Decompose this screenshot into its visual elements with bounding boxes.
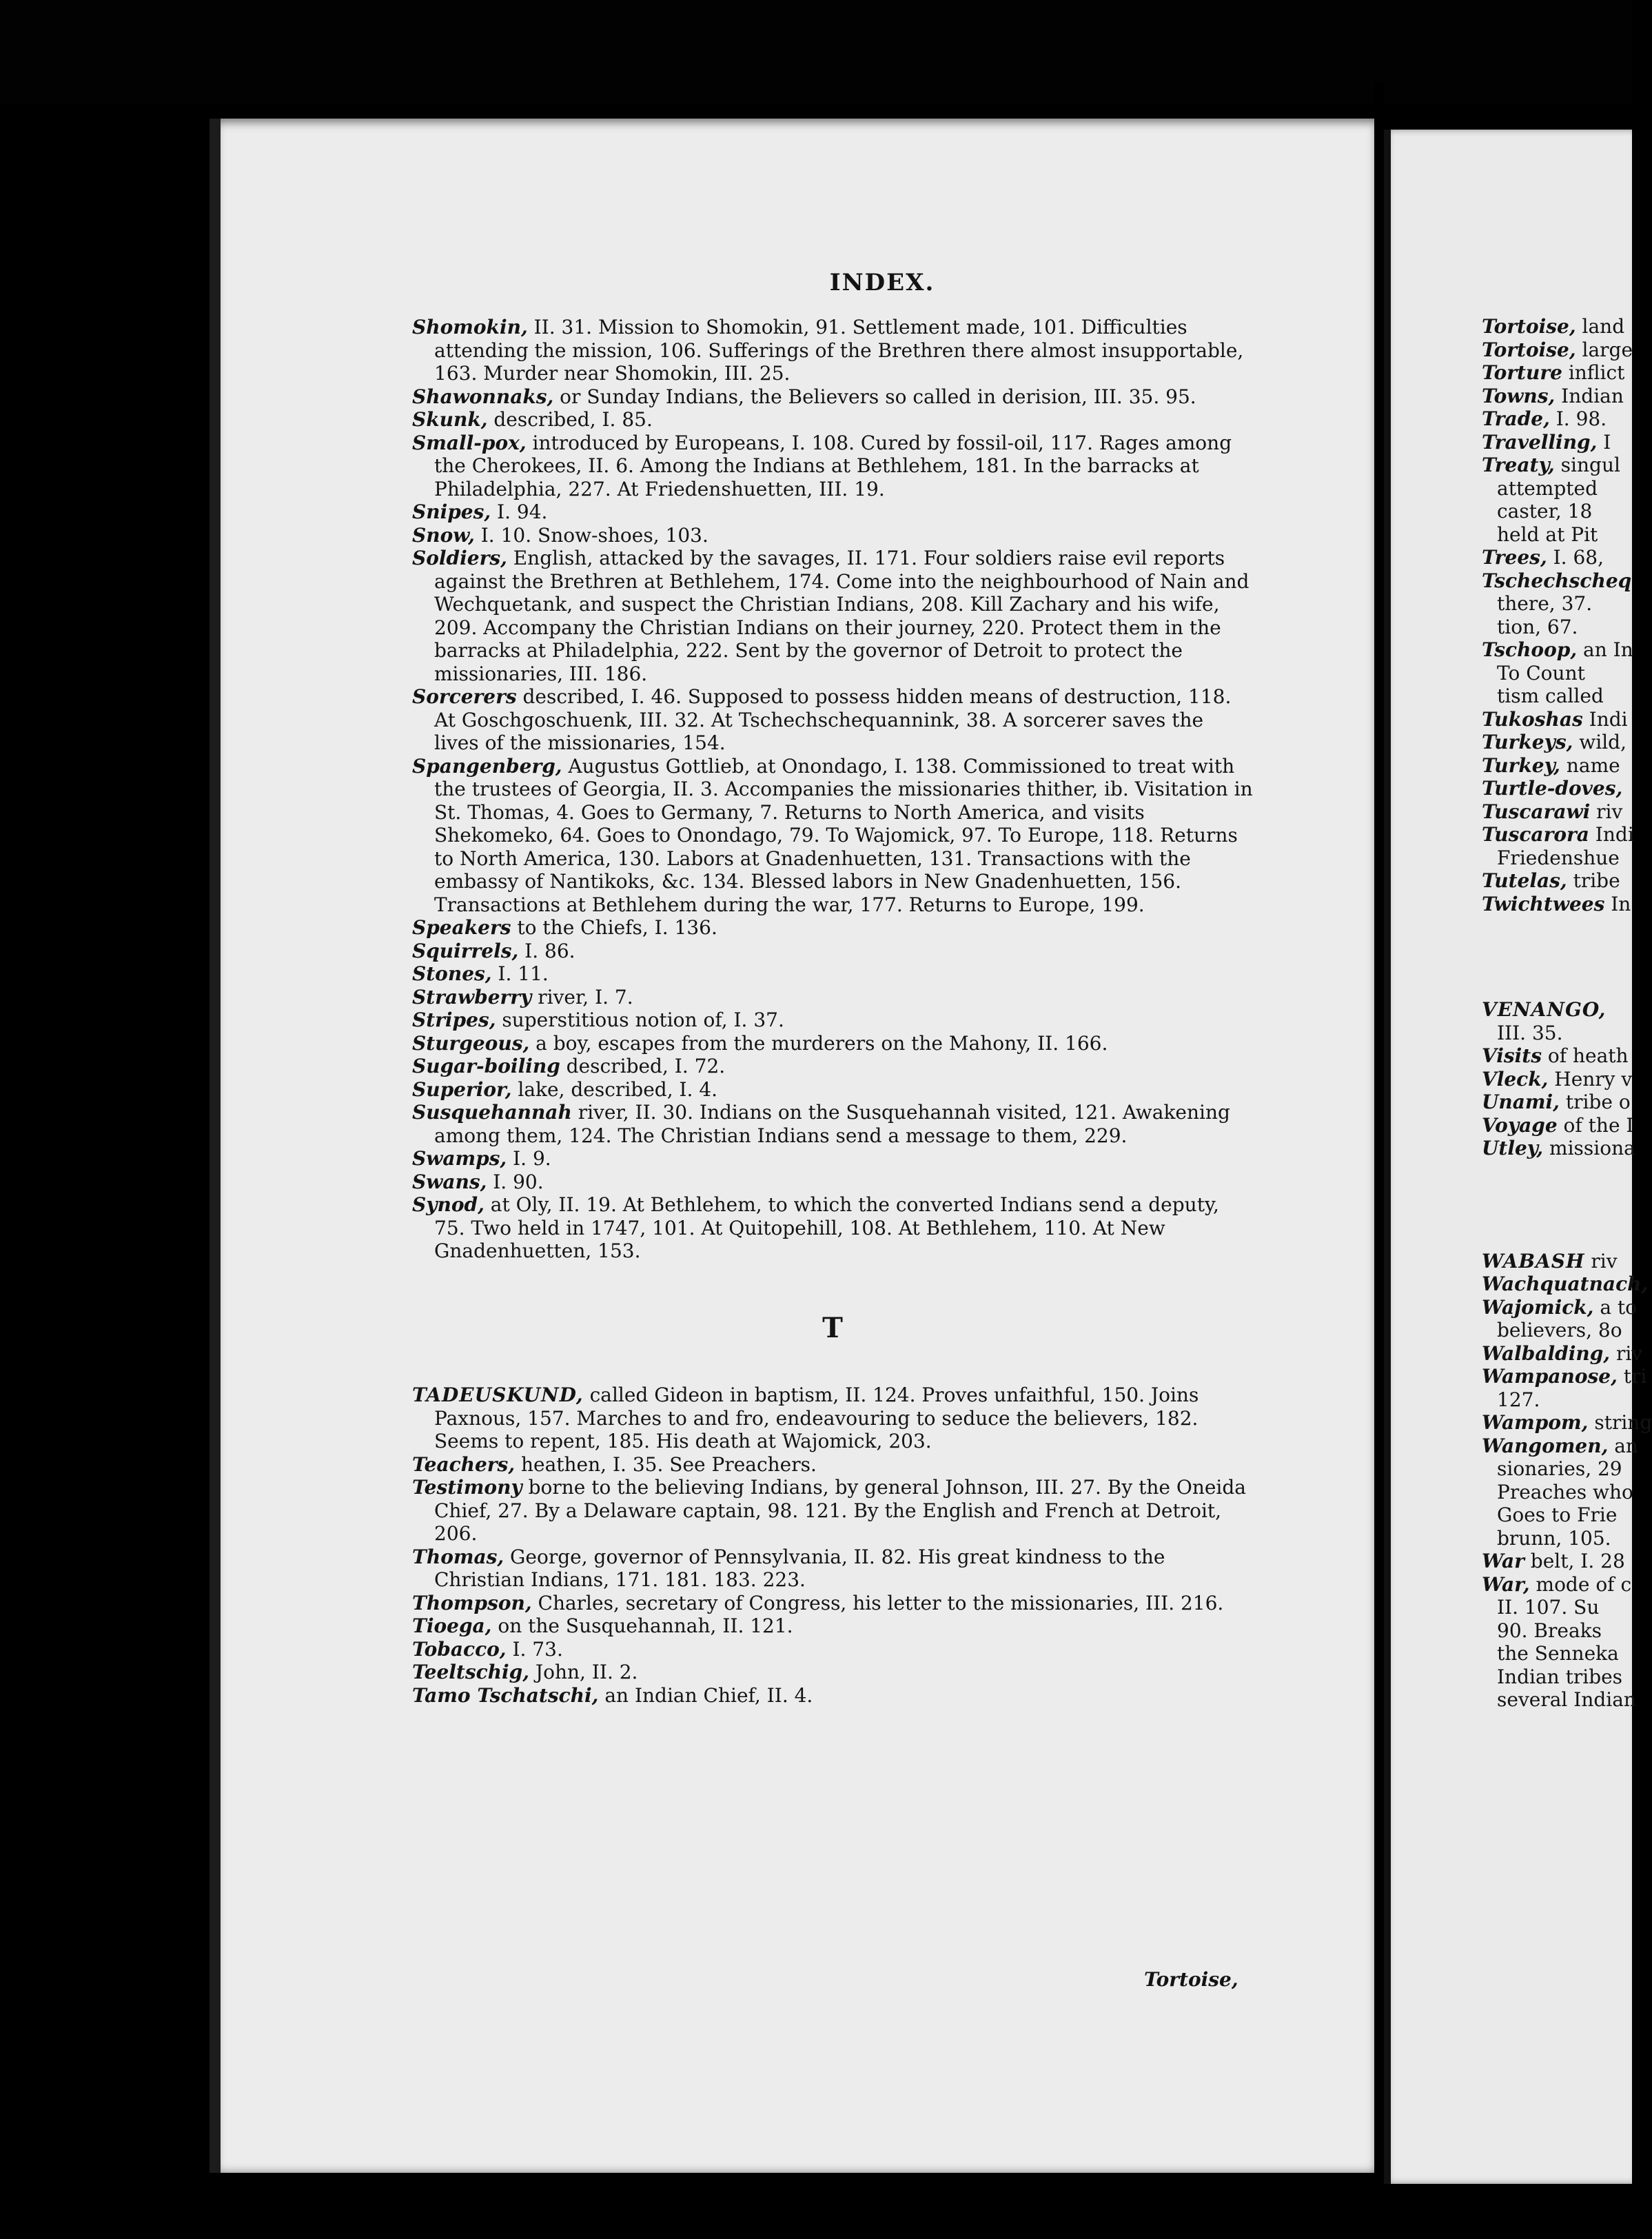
entry-text: several Indian	[1497, 1688, 1636, 1711]
entry-text: borne to the believing Indians, by general Johnson, III. 27. By the Oneida Chief, 27. By a Delaware captain, 98. 121. By the English and French at Detroit, 206.	[434, 1476, 1246, 1545]
entry-text: Charles, secretary of Congress, his letter to the missionaries, III. 216.	[531, 1591, 1224, 1614]
entry-headword: Unami,	[1482, 1091, 1560, 1113]
index-line	[1482, 1114, 1633, 1137]
index-entry	[412, 1193, 1253, 1263]
entry-headword: Skunk,	[412, 408, 488, 431]
page-header: INDEX.	[829, 269, 935, 296]
entry-headword: Wachquatnach,	[1482, 1273, 1649, 1295]
index-line	[1482, 1503, 1633, 1527]
index-line	[1482, 1481, 1633, 1504]
entry-text: name	[1560, 753, 1620, 777]
entry-text: English, attacked by the savages, II. 171. Four soldiers raise evil reports against the Brethren at Bethlehem, 174. Come into the neighbourhood of Nain and Wechquetank, and suspect the Christian Indians, 208. Kill Zachary and his wife, 209. Accompany the Christian Indians on their journey, 220. Protect them in the barracks at Philadelphia, 222. Sent by the governor of Detroit to protect the missionaries, III. 186.	[434, 547, 1250, 685]
entry-headword: WABASH	[1482, 1249, 1585, 1273]
entry-text: I. 94.	[491, 500, 548, 523]
index-entry	[412, 408, 1253, 432]
index-line	[1482, 1388, 1633, 1412]
index-entry	[412, 1009, 1253, 1032]
entry-headword: Treaty,	[1482, 454, 1555, 476]
entry-headword: Tutelas,	[1482, 869, 1567, 892]
index-entry	[412, 685, 1253, 755]
entry-text: at Oly, II. 19. At Bethlehem, to which the converted Indians send a deputy, 75. Two held in 1747, 101. At Quitopehill, 108. At Bethlehem, 110. At New Gnadenhuetten, 153.	[434, 1193, 1219, 1262]
entry-headword: Superior,	[412, 1077, 512, 1101]
entry-headword: Wangomen,	[1482, 1434, 1609, 1457]
entry-text: tri	[1617, 1365, 1647, 1388]
index-line	[1482, 1596, 1633, 1619]
index-line	[1482, 315, 1633, 338]
entry-text: wild,	[1573, 731, 1626, 753]
index-line	[1482, 361, 1633, 385]
entry-headword: Wampom,	[1482, 1411, 1589, 1434]
entry-headword: Spangenberg,	[412, 754, 562, 778]
entry-text: described, I. 46. Supposed to possess hidden means of destruction, 118. At Goschgoschuenk, III. 32. At Tschechschequannink, 38. A sorcerer saves the lives of the missionaries, 154.	[434, 685, 1232, 754]
index-entry	[412, 1546, 1253, 1592]
entry-text: tion, 67.	[1497, 615, 1578, 638]
entry-headword: Turkeys,	[1482, 731, 1573, 753]
entry-headword: Tobacco,	[412, 1637, 507, 1661]
index-section-t	[412, 1384, 1253, 1707]
entry-text: sionaries, 29	[1497, 1457, 1622, 1480]
entry-text: Indian	[1555, 384, 1624, 407]
entry-text: mode of c	[1529, 1572, 1632, 1596]
entry-headword: Trade,	[1482, 407, 1550, 430]
entry-text: missiona	[1543, 1137, 1635, 1159]
index-entry	[412, 1592, 1253, 1615]
index-line	[1482, 823, 1633, 847]
entry-text: string	[1588, 1411, 1652, 1434]
entry-headword: Thompson,	[412, 1591, 532, 1614]
entry-headword: Testimony	[412, 1476, 522, 1499]
index-entry	[412, 1476, 1253, 1546]
entry-headword: Teeltschig,	[412, 1661, 529, 1683]
entry-text: George, governor of Pennsylvania, II. 82. His great kindness to the Christian Indians, 171. 181. 183. 223.	[434, 1545, 1165, 1591]
entry-headword: VENANGO,	[1482, 998, 1607, 1021]
entry-text: described, I. 85.	[487, 408, 653, 431]
entry-text: Indi	[1589, 823, 1634, 846]
entry-text: believers, 8o	[1497, 1319, 1622, 1341]
index-line	[1482, 1457, 1633, 1481]
entry-text: introduced by Europeans, I. 108. Cured by fossil-oil, 117. Rages among the Cherokees, II. 6. Among the Indians at Bethlehem, 181. In the barracks at Philadelphia, 227. At Friedenshuetten, III. 19.	[434, 431, 1232, 500]
index-line	[1482, 1137, 1633, 1160]
index-line	[1482, 1319, 1633, 1342]
entry-text: belt, I. 28	[1524, 1550, 1625, 1572]
entry-text: an In	[1577, 638, 1633, 661]
index-line	[1482, 338, 1633, 362]
entry-headword: Tortoise,	[1482, 338, 1576, 361]
index-entry	[412, 524, 1253, 547]
entry-text: In	[1604, 892, 1631, 915]
entry-text: an Indian Chief, II. 4.	[598, 1683, 813, 1707]
entry-text: river, I. 7.	[531, 985, 633, 1009]
entry-headword: Turkey,	[1482, 753, 1560, 777]
entry-headword: Synod,	[412, 1193, 485, 1216]
index-line	[1482, 662, 1633, 685]
entry-headword: Travelling,	[1482, 430, 1598, 454]
entry-text: Indian tribes	[1497, 1665, 1623, 1688]
index-line	[1482, 708, 1633, 731]
index-column-right	[1482, 315, 1652, 1712]
index-line	[1482, 1295, 1638, 1319]
index-column-left	[412, 316, 1253, 1707]
index-line	[1482, 1044, 1633, 1068]
index-entry	[412, 1032, 1253, 1055]
index-entry	[412, 916, 1253, 940]
entry-text: called Gideon in baptism, II. 124. Proves unfaithful, 150. Joins Paxnous, 157. Marches to and fro, endeavouring to seduce the believers, 182. Seems to repent, 185. His death at Wajomick, 203.	[434, 1384, 1199, 1452]
entry-text: I. 98.	[1549, 407, 1607, 430]
entry-headword: Utley,	[1482, 1137, 1544, 1159]
entry-headword: TADEUSKUND,	[412, 1384, 584, 1406]
index-entry	[412, 316, 1253, 385]
entry-headword: Teachers,	[412, 1452, 516, 1476]
entry-headword: Soldiers,	[412, 547, 507, 569]
index-section-s	[412, 316, 1253, 1263]
entry-text: tribe	[1567, 869, 1620, 892]
index-line	[1482, 592, 1633, 616]
index-line	[1482, 407, 1633, 431]
entry-text: Goes to Frie	[1497, 1503, 1618, 1526]
index-entry	[412, 1453, 1253, 1477]
index-line	[1482, 454, 1633, 477]
index-entry	[412, 1384, 1253, 1453]
entry-headword: Tortoise,	[1482, 315, 1576, 338]
entry-text: John, II. 2.	[529, 1661, 638, 1683]
index-line	[1482, 893, 1633, 916]
index-line	[1482, 1550, 1633, 1573]
entry-text: inflict	[1562, 361, 1625, 384]
index-line	[1482, 1573, 1633, 1597]
entry-text: riv	[1590, 800, 1623, 823]
index-line	[1482, 638, 1633, 662]
entry-headword: Tschechscheq	[1482, 569, 1632, 592]
index-line	[1482, 1341, 1643, 1366]
index-line	[1482, 385, 1633, 408]
entry-headword: Walbalding,	[1482, 1341, 1611, 1365]
index-line	[1482, 1250, 1633, 1273]
entry-text: lake, described, I. 4.	[511, 1077, 718, 1101]
index-line	[1482, 869, 1633, 893]
entry-headword: Visits	[1482, 1044, 1542, 1067]
right-section-t	[1482, 315, 1633, 915]
entry-text: an	[1608, 1434, 1638, 1457]
entry-text: II. 107. Su	[1497, 1596, 1600, 1619]
index-line	[1482, 685, 1633, 708]
entry-text: Friedenshue	[1497, 846, 1620, 869]
index-entry	[412, 1614, 1253, 1638]
entry-headword: Stones,	[412, 962, 492, 985]
entry-text: I	[1597, 430, 1611, 454]
entry-text: a to	[1593, 1295, 1638, 1319]
entry-text: singul	[1554, 454, 1620, 476]
entry-text: riv	[1584, 1249, 1618, 1273]
entry-text: superstitious notion of, I. 37.	[496, 1009, 784, 1031]
entry-headword: Tukoshas	[1482, 707, 1583, 731]
right-section-w	[1482, 1249, 1652, 1712]
entry-text: held at Pit	[1497, 523, 1598, 546]
entry-text: brunn, 105.	[1497, 1526, 1611, 1550]
index-entry	[412, 1101, 1253, 1147]
index-line	[1482, 1619, 1633, 1643]
index-entry	[412, 432, 1253, 501]
entry-text: of the I	[1557, 1113, 1634, 1137]
entry-text: land	[1575, 315, 1625, 338]
entry-text: Henry v	[1548, 1067, 1633, 1091]
index-entry	[412, 1171, 1253, 1194]
index-line	[1482, 800, 1633, 824]
entry-headword: Thomas,	[412, 1545, 504, 1568]
entry-headword: Susquehannah	[412, 1101, 572, 1124]
entry-text: tism called	[1497, 685, 1604, 707]
entry-headword: Squirrels,	[412, 939, 519, 962]
entry-text: or Sunday Indians, the Believers so called in derision, III. 35. 95.	[553, 385, 1196, 408]
entry-headword: Twichtwees	[1482, 892, 1605, 915]
entry-text: caster, 18	[1497, 500, 1593, 523]
entry-headword: Swans,	[412, 1170, 487, 1193]
entry-headword: Wampanose,	[1482, 1365, 1618, 1388]
index-line	[1482, 1273, 1649, 1296]
index-line	[1482, 1434, 1638, 1458]
index-entry	[412, 1661, 1253, 1684]
entry-text: 90. Breaks	[1497, 1619, 1602, 1642]
entry-headword: Tuscarora	[1482, 823, 1589, 846]
entry-text: Indi	[1582, 707, 1628, 731]
entry-headword: Sorcerers	[412, 685, 517, 708]
index-line	[1482, 523, 1633, 547]
index-line	[1482, 754, 1633, 778]
entry-text: attempted	[1497, 476, 1598, 500]
entry-headword: Tioega,	[412, 1614, 492, 1637]
entry-text: riv	[1610, 1341, 1643, 1365]
entry-headword: Stripes,	[412, 1009, 496, 1031]
entry-headword: Tuscarawi	[1482, 800, 1591, 823]
entry-headword: Shomokin,	[412, 316, 528, 338]
index-line	[1482, 998, 1633, 1022]
index-line	[1482, 1642, 1633, 1665]
entry-headword: Torture	[1482, 361, 1562, 384]
entry-headword: Voyage	[1482, 1113, 1558, 1137]
index-line	[1482, 1411, 1652, 1435]
entry-text: II. 31. Mission to Shomokin, 91. Settlement made, 101. Difficulties attending the mission, 106. Sufferings of the Brethren there almost insupportable, 163. Murder near Shomokin, III. 25.	[434, 316, 1244, 385]
right-section-v	[1482, 998, 1633, 1160]
entry-text: To Count	[1497, 661, 1585, 685]
index-line	[1482, 777, 1633, 800]
index-line	[1482, 500, 1633, 523]
entry-headword: Swamps,	[412, 1147, 507, 1170]
entry-text: tribe o	[1559, 1091, 1631, 1113]
entry-headword: Speakers	[412, 916, 511, 939]
index-line	[1482, 1665, 1633, 1689]
entry-headword: Sturgeous,	[412, 1031, 530, 1055]
index-entry	[412, 547, 1253, 685]
entry-headword: Shawonnaks,	[412, 385, 554, 408]
entry-text: on the Susquehannah, II. 121.	[491, 1614, 793, 1637]
entry-headword: Trees,	[1482, 546, 1547, 569]
index-line	[1482, 616, 1633, 639]
index-line	[1482, 546, 1633, 569]
section-letter-t: T	[822, 1311, 843, 1344]
entry-text: I. 11.	[491, 962, 549, 985]
entry-text: I. 86.	[518, 939, 575, 962]
index-line	[1482, 1527, 1633, 1550]
entry-headword: Tamo Tschatschi,	[412, 1683, 599, 1707]
entry-text: river, II. 30. Indians on the Susquehannah visited, 121. Awakening among them, 124. The Christian Indians send a message to them, 229.	[434, 1101, 1230, 1147]
entry-text: I. 73.	[506, 1637, 563, 1661]
entry-text: Augustus Gottlieb, at Onondago, I. 138. Commissioned to treat with the trustees of Georgia, II. 3. Accompanies the missionaries thither, ib. Visitation in St. Thomas, 4. Goes to Germany, 7. Returns to North America, and visits Shekomeko, 64. Goes to Onondago, 79. To Wajomick, 97. To Europe, 118. Returns to North America, 130. Labors at Gnadenhuetten, 131. Transactions with the embassy of Nantikoks, &c. 134. Blessed labors in New Gnadenhuetten, 156. Transactions at Bethlehem during the war, 177. Returns to Europe, 199.	[434, 754, 1253, 916]
entry-text: a boy, escapes from the murderers on the Mahony, II. 166.	[529, 1031, 1108, 1055]
entry-text: I. 90.	[487, 1170, 544, 1193]
index-line	[1482, 431, 1633, 454]
entry-text: described, I. 72.	[560, 1055, 726, 1077]
entry-text: to the Chiefs, I. 136.	[511, 916, 717, 939]
section-gap	[1482, 915, 1633, 998]
index-line	[1482, 1022, 1633, 1045]
entry-text: there, 37.	[1497, 592, 1593, 615]
entry-headword: Strawberry	[412, 985, 532, 1009]
index-entry	[412, 755, 1253, 917]
entry-headword: Sugar-boiling	[412, 1055, 560, 1077]
index-line	[1482, 1365, 1647, 1388]
entry-text: Preaches who	[1497, 1480, 1633, 1503]
index-line	[1482, 847, 1633, 870]
index-entry	[412, 1638, 1253, 1661]
film-border	[0, 0, 1632, 103]
entry-text: of heath	[1541, 1044, 1629, 1067]
entry-headword: War	[1482, 1550, 1524, 1572]
entry-headword: Turtle-doves,	[1482, 777, 1623, 800]
index-entry	[412, 962, 1253, 986]
index-entry	[412, 1055, 1253, 1078]
index-entry	[412, 940, 1253, 963]
index-entry	[412, 1078, 1253, 1102]
index-entry	[412, 986, 1253, 1009]
entry-headword: Towns,	[1482, 384, 1556, 407]
entry-headword: Small-pox,	[412, 431, 527, 454]
index-line	[1482, 1091, 1633, 1114]
entry-headword: Snow,	[412, 523, 475, 547]
catchword: Tortoise,	[1144, 1968, 1238, 1991]
index-line	[1482, 477, 1633, 500]
entry-headword: Wajomick,	[1482, 1295, 1594, 1319]
entry-text: III. 35.	[1497, 1021, 1563, 1044]
section-gap	[1482, 1160, 1633, 1250]
entry-text: I. 10. Snow-shoes, 103.	[474, 523, 708, 547]
entry-text: large	[1575, 338, 1633, 361]
entry-text: the Senneka	[1497, 1642, 1619, 1665]
entry-headword: Tschoop,	[1482, 638, 1578, 661]
page-gutter	[1374, 83, 1384, 2239]
entry-text: I. 9.	[507, 1147, 551, 1170]
entry-text: heathen, I. 35. See Preachers.	[515, 1452, 817, 1476]
index-line	[1482, 731, 1633, 754]
entry-headword: Snipes,	[412, 500, 491, 523]
index-line	[1482, 1068, 1633, 1091]
index-entry	[412, 1147, 1253, 1171]
index-line	[1482, 569, 1633, 593]
entry-headword: War,	[1482, 1572, 1530, 1596]
entry-headword: Vleck,	[1482, 1067, 1549, 1091]
index-entry	[412, 1684, 1253, 1708]
index-line	[1482, 1688, 1636, 1712]
index-entry	[412, 500, 1253, 524]
entry-text: 127.	[1497, 1388, 1540, 1411]
entry-text: I. 68,	[1547, 546, 1604, 569]
index-entry	[412, 385, 1253, 409]
